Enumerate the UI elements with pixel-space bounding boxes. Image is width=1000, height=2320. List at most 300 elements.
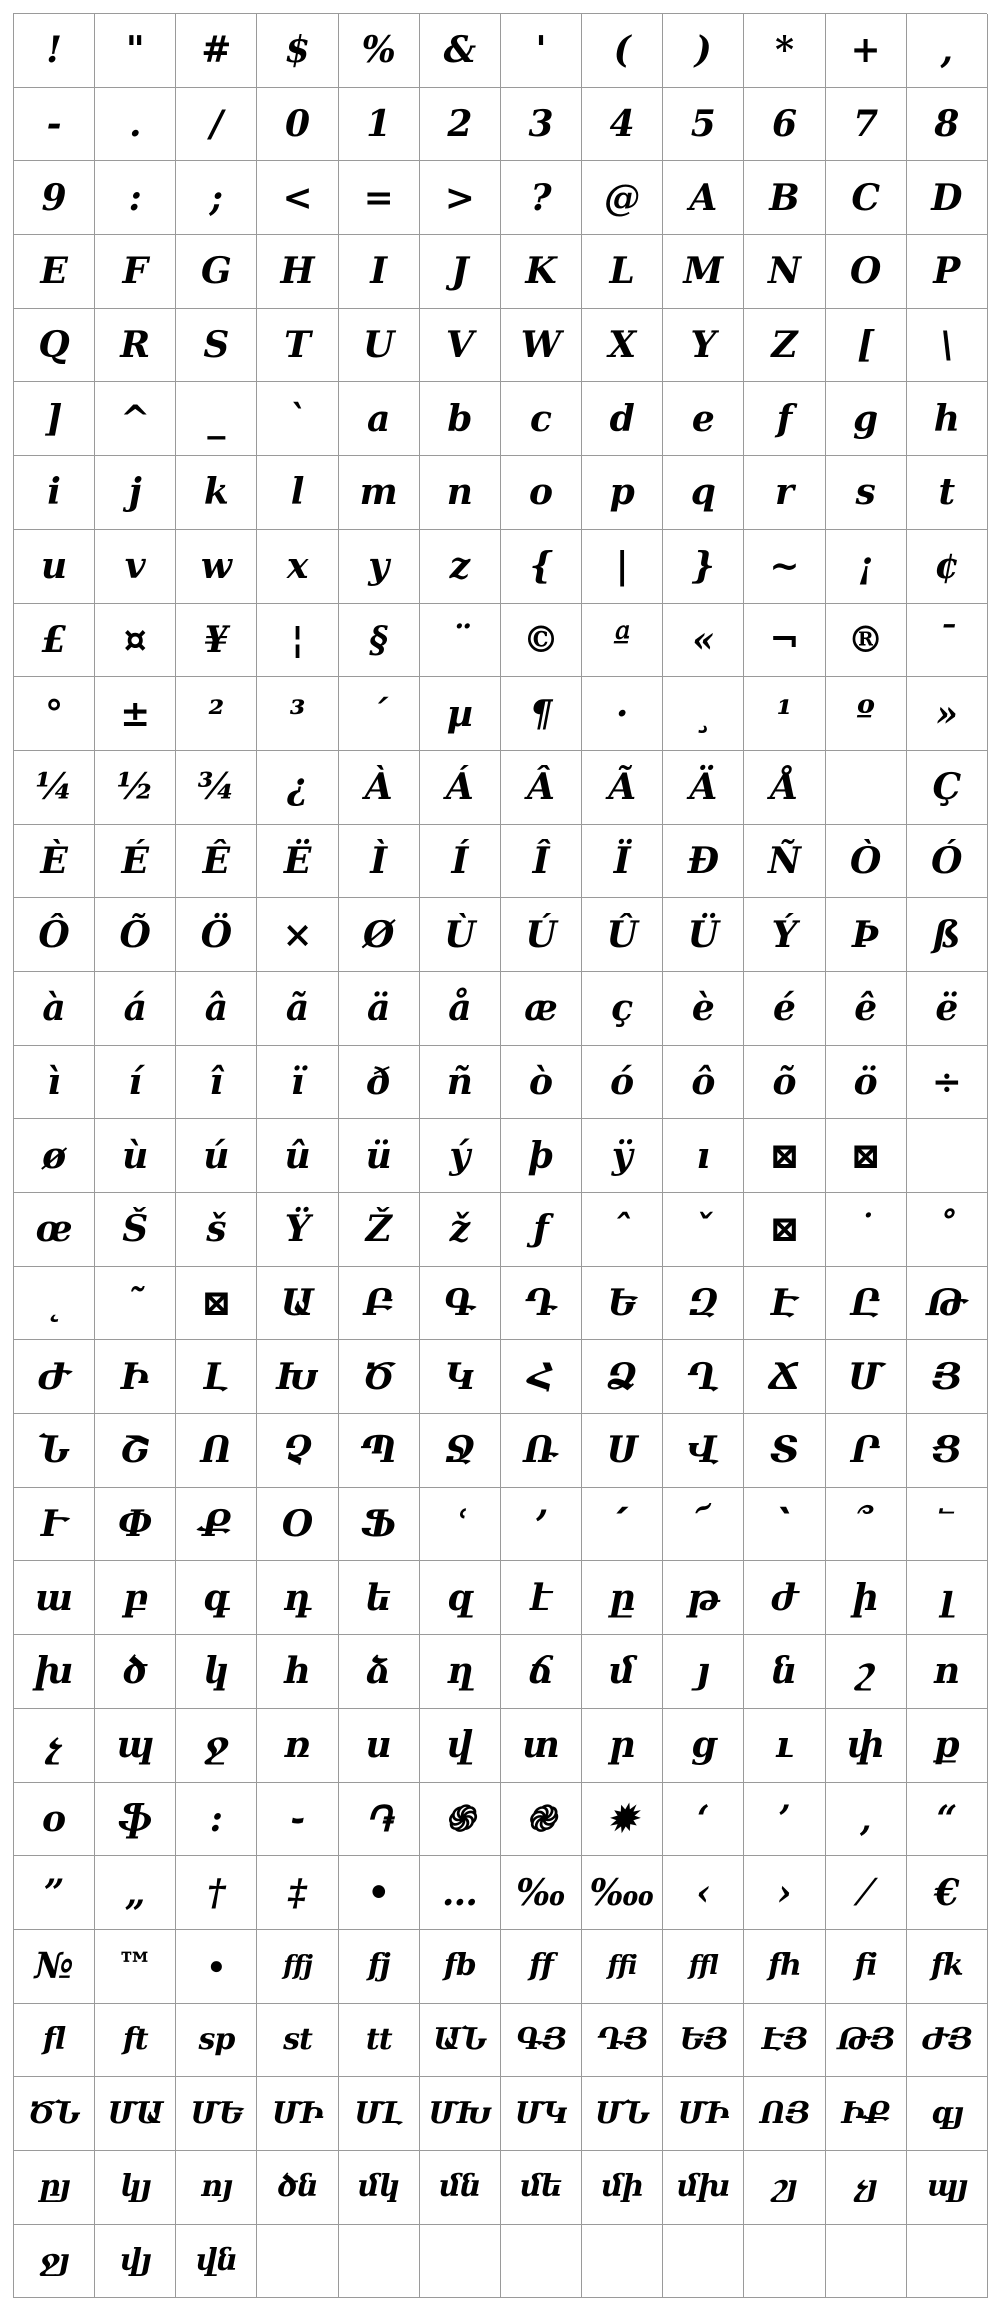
glyph-cell: " [95, 14, 176, 88]
glyph-cell: ⊠ [826, 1119, 907, 1193]
glyph-cell: B [744, 161, 825, 235]
glyph-cell: H [257, 235, 338, 309]
glyph-cell: × [257, 898, 338, 972]
glyph-cell: . [95, 88, 176, 162]
glyph-cell: ´ [339, 677, 420, 751]
glyph-cell: æ [501, 972, 582, 1046]
glyph-cell: ý [420, 1119, 501, 1193]
glyph-cell: ö [826, 1046, 907, 1120]
glyph-cell: ժ [744, 1561, 825, 1635]
glyph-cell: Օ [257, 1488, 338, 1562]
glyph-cell: õ [744, 1046, 825, 1120]
glyph-cell: Ք [176, 1488, 257, 1562]
glyph-cell: % [339, 14, 420, 88]
glyph-cell: ֊ [257, 1783, 338, 1857]
glyph-cell: ր [582, 1709, 663, 1783]
glyph-cell: ` [257, 382, 338, 456]
glyph-cell [339, 2225, 420, 2299]
glyph-cell: µ [420, 677, 501, 751]
glyph-cell: ծ [95, 1635, 176, 1709]
glyph-cell: շ [826, 1635, 907, 1709]
glyph-cell: մե [501, 2151, 582, 2225]
glyph-cell: ‱ [582, 1856, 663, 1930]
glyph-cell: թ [663, 1561, 744, 1635]
glyph-cell: Ղ [663, 1340, 744, 1414]
glyph-cell: ± [95, 677, 176, 751]
glyph-cell: ց [663, 1709, 744, 1783]
glyph-cell: ԻՔ [826, 2077, 907, 2151]
glyph-cell: ] [14, 382, 95, 456]
glyph-cell: ԺՅ [907, 2004, 988, 2078]
glyph-cell: + [826, 14, 907, 88]
glyph-cell: ¢ [907, 530, 988, 604]
glyph-cell: ¼ [14, 751, 95, 825]
glyph-cell: Ô [14, 898, 95, 972]
glyph-cell: Ò [826, 825, 907, 899]
glyph-cell: Î [501, 825, 582, 899]
glyph-cell: £ [14, 604, 95, 678]
glyph-cell: ƒ [501, 1193, 582, 1267]
glyph-cell: ffj [257, 1930, 338, 2004]
glyph-cell: | [582, 530, 663, 604]
glyph-cell: լ [907, 1561, 988, 1635]
glyph-cell: ՜ [663, 1488, 744, 1562]
glyph-cell: ! [14, 14, 95, 88]
glyph-cell: È [14, 825, 95, 899]
glyph-cell: ? [501, 161, 582, 235]
glyph-cell: Ծ [339, 1340, 420, 1414]
glyph-cell: Q [14, 309, 95, 383]
glyph-cell: Ե [582, 1267, 663, 1341]
glyph-cell: g [826, 382, 907, 456]
glyph-cell: ^ [95, 382, 176, 456]
glyph-cell: փ [826, 1709, 907, 1783]
glyph-cell: [ [826, 309, 907, 383]
glyph-cell: : [95, 161, 176, 235]
glyph-cell: ս [339, 1709, 420, 1783]
glyph-cell: ն [744, 1635, 825, 1709]
glyph-cell: { [501, 530, 582, 604]
glyph-cell: Դ [501, 1267, 582, 1341]
glyph-cell: ¿ [257, 751, 338, 825]
glyph-cell: ՄԻ [663, 2077, 744, 2151]
glyph-cell: m [339, 456, 420, 530]
glyph-cell: & [420, 14, 501, 88]
glyph-cell: ՞ [826, 1488, 907, 1562]
glyph-cell: ¶ [501, 677, 582, 751]
glyph-cell: ոյ [176, 2151, 257, 2225]
glyph-cell: Պ [339, 1414, 420, 1488]
glyph-cell: Վ [663, 1414, 744, 1488]
glyph-cell: ¤ [95, 604, 176, 678]
glyph-cell: > [420, 161, 501, 235]
glyph-cell: tt [339, 2004, 420, 2078]
glyph-cell: w [176, 530, 257, 604]
glyph-cell: Ú [501, 898, 582, 972]
glyph-cell: ձ [339, 1635, 420, 1709]
glyph-cell: Ժ [14, 1340, 95, 1414]
glyph-cell: ¥ [176, 604, 257, 678]
glyph-cell: կյ [95, 2151, 176, 2225]
glyph-cell: V [420, 309, 501, 383]
glyph-cell: › [744, 1856, 825, 1930]
glyph-cell: ° [14, 677, 95, 751]
glyph-cell: Á [420, 751, 501, 825]
glyph-cell: Ç [907, 751, 988, 825]
glyph-cell: ú [176, 1119, 257, 1193]
glyph-cell: Ձ [582, 1340, 663, 1414]
glyph-cell: Լ [176, 1340, 257, 1414]
glyph-cell: ˇ [663, 1193, 744, 1267]
glyph-cell [907, 2225, 988, 2299]
glyph-cell: ՄՆ [582, 2077, 663, 2151]
glyph-cell: Կ [420, 1340, 501, 1414]
glyph-cell: â [176, 972, 257, 1046]
glyph-cell: < [257, 161, 338, 235]
glyph-cell: / [176, 88, 257, 162]
glyph-cell: n [420, 456, 501, 530]
glyph-cell: Ö [176, 898, 257, 972]
glyph-cell: ˛ [14, 1267, 95, 1341]
glyph-cell: վ [420, 1709, 501, 1783]
glyph-cell: օ [14, 1783, 95, 1857]
glyph-cell: ¾ [176, 751, 257, 825]
glyph-cell: ~ [744, 530, 825, 604]
glyph-cell: Ֆ [339, 1488, 420, 1562]
glyph-cell: fk [907, 1930, 988, 2004]
glyph-cell: ü [339, 1119, 420, 1193]
glyph-cell: Ց [907, 1414, 988, 1488]
glyph-cell: ( [582, 14, 663, 88]
glyph-cell: @ [582, 161, 663, 235]
glyph-cell: շյ [744, 2151, 825, 2225]
glyph-cell: Ո [176, 1414, 257, 1488]
glyph-cell: ¡ [826, 530, 907, 604]
glyph-cell: ՛ [582, 1488, 663, 1562]
glyph-cell: Ê [176, 825, 257, 899]
glyph-cell: y [339, 530, 420, 604]
glyph-cell: Ø [339, 898, 420, 972]
glyph-cell: C [826, 161, 907, 235]
glyph-cell: ˙ [826, 1193, 907, 1267]
glyph-cell: բ [95, 1561, 176, 1635]
glyph-cell: # [176, 14, 257, 88]
glyph-cell: ⊠ [176, 1267, 257, 1341]
glyph-cell: չյ [826, 2151, 907, 2225]
glyph-cell: º [826, 677, 907, 751]
glyph-cell: Ï [582, 825, 663, 899]
glyph-cell: = [339, 161, 420, 235]
glyph-cell: ⁄ [826, 1856, 907, 1930]
glyph-cell: զ [420, 1561, 501, 1635]
glyph-cell: ffl [663, 1930, 744, 2004]
glyph-cell: D [907, 161, 988, 235]
glyph-cell [420, 2225, 501, 2299]
glyph-cell: Ž [339, 1193, 420, 1267]
glyph-cell: Ւ [14, 1488, 95, 1562]
glyph-cell: « [663, 604, 744, 678]
glyph-cell: ; [176, 161, 257, 235]
glyph-cell: ê [826, 972, 907, 1046]
glyph-cell: à [14, 972, 95, 1046]
glyph-cell: ռ [257, 1709, 338, 1783]
glyph-cell: a [339, 382, 420, 456]
glyph-cell: Z [744, 309, 825, 383]
glyph-cell: fb [420, 1930, 501, 2004]
glyph-cell: fh [744, 1930, 825, 2004]
glyph-cell: * [744, 14, 825, 88]
glyph-cell: e [663, 382, 744, 456]
glyph-cell: ï [257, 1046, 338, 1120]
glyph-cell: ըյ [14, 2151, 95, 2225]
glyph-cell [663, 2225, 744, 2299]
glyph-cell: ԵՅ [663, 2004, 744, 2078]
glyph-cell: î [176, 1046, 257, 1120]
glyph-cell: fl [14, 2004, 95, 2078]
glyph-cell: 1 [339, 88, 420, 162]
glyph-cell: ç [582, 972, 663, 1046]
glyph-cell: ԱՆ [420, 2004, 501, 2078]
glyph-cell: E [14, 235, 95, 309]
glyph-cell: Ã [582, 751, 663, 825]
glyph-cell: Ó [907, 825, 988, 899]
glyph-cell: մի [582, 2151, 663, 2225]
glyph-cell: T [257, 309, 338, 383]
glyph-cell: fj [339, 1930, 420, 2004]
glyph-cell: Խ [257, 1340, 338, 1414]
glyph-cell: $ [257, 14, 338, 88]
glyph-cell: S [176, 309, 257, 383]
glyph-cell: ՄԵ [176, 2077, 257, 2151]
glyph-cell: € [907, 1856, 988, 1930]
glyph-cell: í [95, 1046, 176, 1120]
glyph-cell: Ü [663, 898, 744, 972]
glyph-cell: ó [582, 1046, 663, 1120]
glyph-cell: ù [95, 1119, 176, 1193]
glyph-cell: № [14, 1930, 95, 2004]
glyph-cell: l [257, 456, 338, 530]
glyph-cell: 8 [907, 88, 988, 162]
glyph-cell [826, 751, 907, 825]
glyph-cell: ջ [176, 1709, 257, 1783]
glyph-cell: ✹ [582, 1783, 663, 1857]
glyph-cell: պյ [907, 2151, 988, 2225]
glyph-cell: ∙ [176, 1930, 257, 2004]
glyph-cell: ք [907, 1709, 988, 1783]
glyph-cell: ò [501, 1046, 582, 1120]
glyph-grid [13, 13, 987, 2298]
glyph-cell: ո [907, 1635, 988, 1709]
glyph-cell: F [95, 235, 176, 309]
glyph-cell: : [176, 1783, 257, 1857]
glyph-cell: ı [663, 1119, 744, 1193]
glyph-cell: Յ [907, 1340, 988, 1414]
glyph-cell: L [582, 235, 663, 309]
glyph-cell: ) [663, 14, 744, 88]
glyph-cell: , [907, 14, 988, 88]
glyph-cell [744, 2225, 825, 2299]
glyph-cell: ՄԿ [501, 2077, 582, 2151]
glyph-cell [582, 2225, 663, 2299]
glyph-cell: J [420, 235, 501, 309]
glyph-cell: Ը [826, 1267, 907, 1341]
glyph-cell: Ä [663, 751, 744, 825]
glyph-cell: ß [907, 898, 988, 972]
glyph-cell: x [257, 530, 338, 604]
glyph-cell: ¸ [663, 677, 744, 751]
glyph-cell: » [907, 677, 988, 751]
glyph-cell: ª [582, 604, 663, 678]
glyph-cell: ¨ [420, 604, 501, 678]
glyph-cell: հ [257, 1635, 338, 1709]
glyph-cell: I [339, 235, 420, 309]
glyph-cell: խ [14, 1635, 95, 1709]
glyph-cell: Գ [420, 1267, 501, 1341]
glyph-cell: ԾՆ [14, 2077, 95, 2151]
glyph-cell: 6 [744, 88, 825, 162]
glyph-cell: Ռ [501, 1414, 582, 1488]
glyph-cell: Ì [339, 825, 420, 899]
glyph-cell: ե [339, 1561, 420, 1635]
glyph-cell: Ս [582, 1414, 663, 1488]
glyph-cell: Է [744, 1267, 825, 1341]
glyph-cell: 0 [257, 88, 338, 162]
glyph-cell: Û [582, 898, 663, 972]
glyph-cell: Ի [95, 1340, 176, 1414]
glyph-cell: ø [14, 1119, 95, 1193]
glyph-cell: d [582, 382, 663, 456]
glyph-cell: ՈՅ [744, 2077, 825, 2151]
glyph-cell: Հ [501, 1340, 582, 1414]
glyph-cell: 7 [826, 88, 907, 162]
glyph-cell: Զ [663, 1267, 744, 1341]
glyph-cell: O [826, 235, 907, 309]
glyph-cell: տ [501, 1709, 582, 1783]
glyph-cell: · [582, 677, 663, 751]
glyph-cell: G [176, 235, 257, 309]
glyph-cell: ՚ [501, 1488, 582, 1562]
glyph-cell: † [176, 1856, 257, 1930]
glyph-cell: է [501, 1561, 582, 1635]
glyph-cell: û [257, 1119, 338, 1193]
glyph-cell: ð [339, 1046, 420, 1120]
glyph-cell: è [663, 972, 744, 1046]
glyph-cell: ‚ [826, 1783, 907, 1857]
glyph-cell: ffi [582, 1930, 663, 2004]
glyph-cell: _ [176, 382, 257, 456]
glyph-cell: վյ [95, 2225, 176, 2299]
glyph-cell: ff [501, 1930, 582, 2004]
glyph-cell: ֏ [339, 1783, 420, 1857]
glyph-cell: ¯ [907, 604, 988, 678]
glyph-cell: ì [14, 1046, 95, 1120]
glyph-cell: å [420, 972, 501, 1046]
glyph-cell: մխ [663, 2151, 744, 2225]
glyph-cell: ֎ [501, 1783, 582, 1857]
glyph-cell: ¹ [744, 677, 825, 751]
glyph-cell: ա [14, 1561, 95, 1635]
glyph-cell: ñ [420, 1046, 501, 1120]
glyph-cell: ՝ [744, 1488, 825, 1562]
glyph-cell: Ա [257, 1267, 338, 1341]
glyph-cell: ղ [420, 1635, 501, 1709]
glyph-cell: ˚ [907, 1193, 988, 1267]
glyph-cell: 2 [420, 88, 501, 162]
glyph-cell: fi [826, 1930, 907, 2004]
glyph-cell: ˜ [95, 1267, 176, 1341]
glyph-cell: ՄԻ [257, 2077, 338, 2151]
glyph-cell: մ [582, 1635, 663, 1709]
glyph-cell: գյ [907, 2077, 988, 2151]
glyph-cell: N [744, 235, 825, 309]
glyph-cell: ” [14, 1856, 95, 1930]
glyph-cell: X [582, 309, 663, 383]
glyph-cell: կ [176, 1635, 257, 1709]
glyph-cell: ⊠ [744, 1193, 825, 1267]
glyph-cell: Փ [95, 1488, 176, 1562]
glyph-cell: Շ [95, 1414, 176, 1488]
glyph-cell: h [907, 382, 988, 456]
glyph-cell [257, 2225, 338, 2299]
glyph-cell: P [907, 235, 988, 309]
glyph-cell: ծն [257, 2151, 338, 2225]
glyph-cell [826, 2225, 907, 2299]
glyph-cell: Y [663, 309, 744, 383]
glyph-cell: դ [257, 1561, 338, 1635]
glyph-cell: } [663, 530, 744, 604]
glyph-cell: Þ [826, 898, 907, 972]
glyph-cell: p [582, 456, 663, 530]
glyph-cell: t [907, 456, 988, 530]
glyph-cell: ë [907, 972, 988, 1046]
glyph-cell: ft [95, 2004, 176, 2078]
glyph-cell: Å [744, 751, 825, 825]
glyph-cell: • [339, 1856, 420, 1930]
glyph-cell: i [14, 456, 95, 530]
glyph-cell: ³ [257, 677, 338, 751]
glyph-cell: ä [339, 972, 420, 1046]
glyph-cell: ˆ [582, 1193, 663, 1267]
glyph-cell: վն [176, 2225, 257, 2299]
glyph-cell: ԷՅ [744, 2004, 825, 2078]
glyph-cell: ի [826, 1561, 907, 1635]
glyph-cell: Õ [95, 898, 176, 972]
glyph-cell: Ý [744, 898, 825, 972]
glyph-cell: ւ [744, 1709, 825, 1783]
glyph-cell: 3 [501, 88, 582, 162]
glyph-cell: œ [14, 1193, 95, 1267]
glyph-cell: j [95, 456, 176, 530]
glyph-cell: o [501, 456, 582, 530]
glyph-cell: ÷ [907, 1046, 988, 1120]
glyph-cell: st [257, 2004, 338, 2078]
glyph-cell: u [14, 530, 95, 604]
glyph-cell: մկ [339, 2151, 420, 2225]
glyph-cell: \ [907, 309, 988, 383]
glyph-cell: - [14, 88, 95, 162]
glyph-cell: ® [826, 604, 907, 678]
glyph-cell: z [420, 530, 501, 604]
glyph-cell: ½ [95, 751, 176, 825]
glyph-cell: յ [663, 1635, 744, 1709]
glyph-cell: Ù [420, 898, 501, 972]
glyph-cell: ՟ [907, 1488, 988, 1562]
glyph-cell: s [826, 456, 907, 530]
glyph-cell: ԹՅ [826, 2004, 907, 2078]
glyph-cell: Ÿ [257, 1193, 338, 1267]
glyph-cell: ը [582, 1561, 663, 1635]
glyph-cell: k [176, 456, 257, 530]
